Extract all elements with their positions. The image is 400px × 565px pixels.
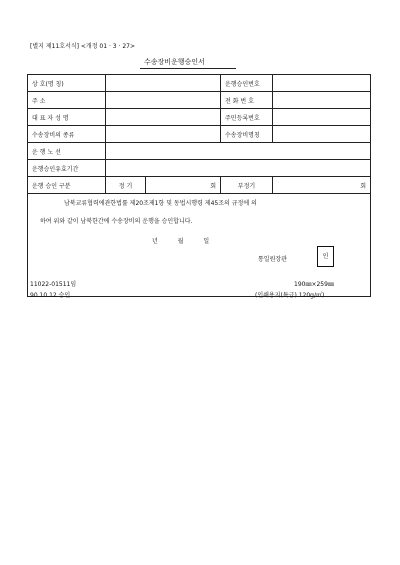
title-underline: [140, 68, 236, 69]
address-label: 주 소: [28, 92, 106, 109]
phone-field[interactable]: [273, 92, 371, 109]
form-number: [별지 제11호서식] <개정 01 · 3 · 27>: [30, 43, 135, 50]
resident-number-label: 주민등록번호: [221, 109, 273, 126]
equipment-type-field[interactable]: [106, 126, 221, 143]
date-line: 년 월 일: [152, 238, 210, 245]
approval-date: 90.10.12 승인: [30, 292, 71, 299]
address-field[interactable]: [106, 92, 221, 109]
irregular-count-field[interactable]: 회: [273, 177, 371, 194]
table-row: [28, 126, 371, 143]
form-code: 11022-01511임: [30, 281, 77, 288]
document-title: 수송장비운행승인서: [144, 58, 205, 66]
company-name-label: 상 호(명 칭): [28, 75, 106, 92]
irregular-label: 부정기: [221, 177, 273, 194]
resident-number-field[interactable]: [273, 109, 371, 126]
equipment-type-label: 수송장비의 종류: [28, 126, 106, 143]
regular-count-field[interactable]: 회: [146, 177, 221, 194]
table-row: [28, 92, 371, 109]
phone-label: 전 화 번 호: [221, 92, 273, 109]
equipment-name-field[interactable]: [273, 126, 371, 143]
seal-box: 인: [317, 246, 334, 267]
paper-spec: (인쇄용지(특급) 120g/㎡): [255, 292, 325, 299]
route-field[interactable]: [106, 143, 371, 160]
route-label: 운 행 노 선: [28, 143, 106, 160]
regular-label: 정 기: [106, 177, 146, 194]
table-row: [28, 143, 371, 160]
validity-field[interactable]: [106, 160, 371, 177]
validity-label: 운행승인유효기간: [28, 160, 106, 177]
table-row: [28, 177, 371, 194]
equipment-name-label: 수송장비명칭: [221, 126, 273, 143]
approval-number-label: 운행승인번호: [221, 75, 273, 92]
statement-line-1: 남북교류협력에관한법률 제20조제1항 및 동법시행령 제45조의 규정에 의: [64, 200, 257, 207]
approval-number-field[interactable]: [273, 75, 371, 92]
table-row: [28, 109, 371, 126]
table-row: [28, 160, 371, 177]
statement-line-2: 하여 위와 같이 남북한간에 수송장비의 운행을 승인합니다.: [40, 218, 193, 225]
table-row: [28, 75, 371, 92]
category-label: 운행 승인 구분: [28, 177, 106, 194]
representative-label: 대 표 자 성 명: [28, 109, 106, 126]
company-name-field[interactable]: [106, 75, 221, 92]
representative-field[interactable]: [106, 109, 221, 126]
signer-title: 통일원장관: [258, 256, 287, 263]
paper-size: 190㎜×259㎜: [294, 281, 334, 288]
